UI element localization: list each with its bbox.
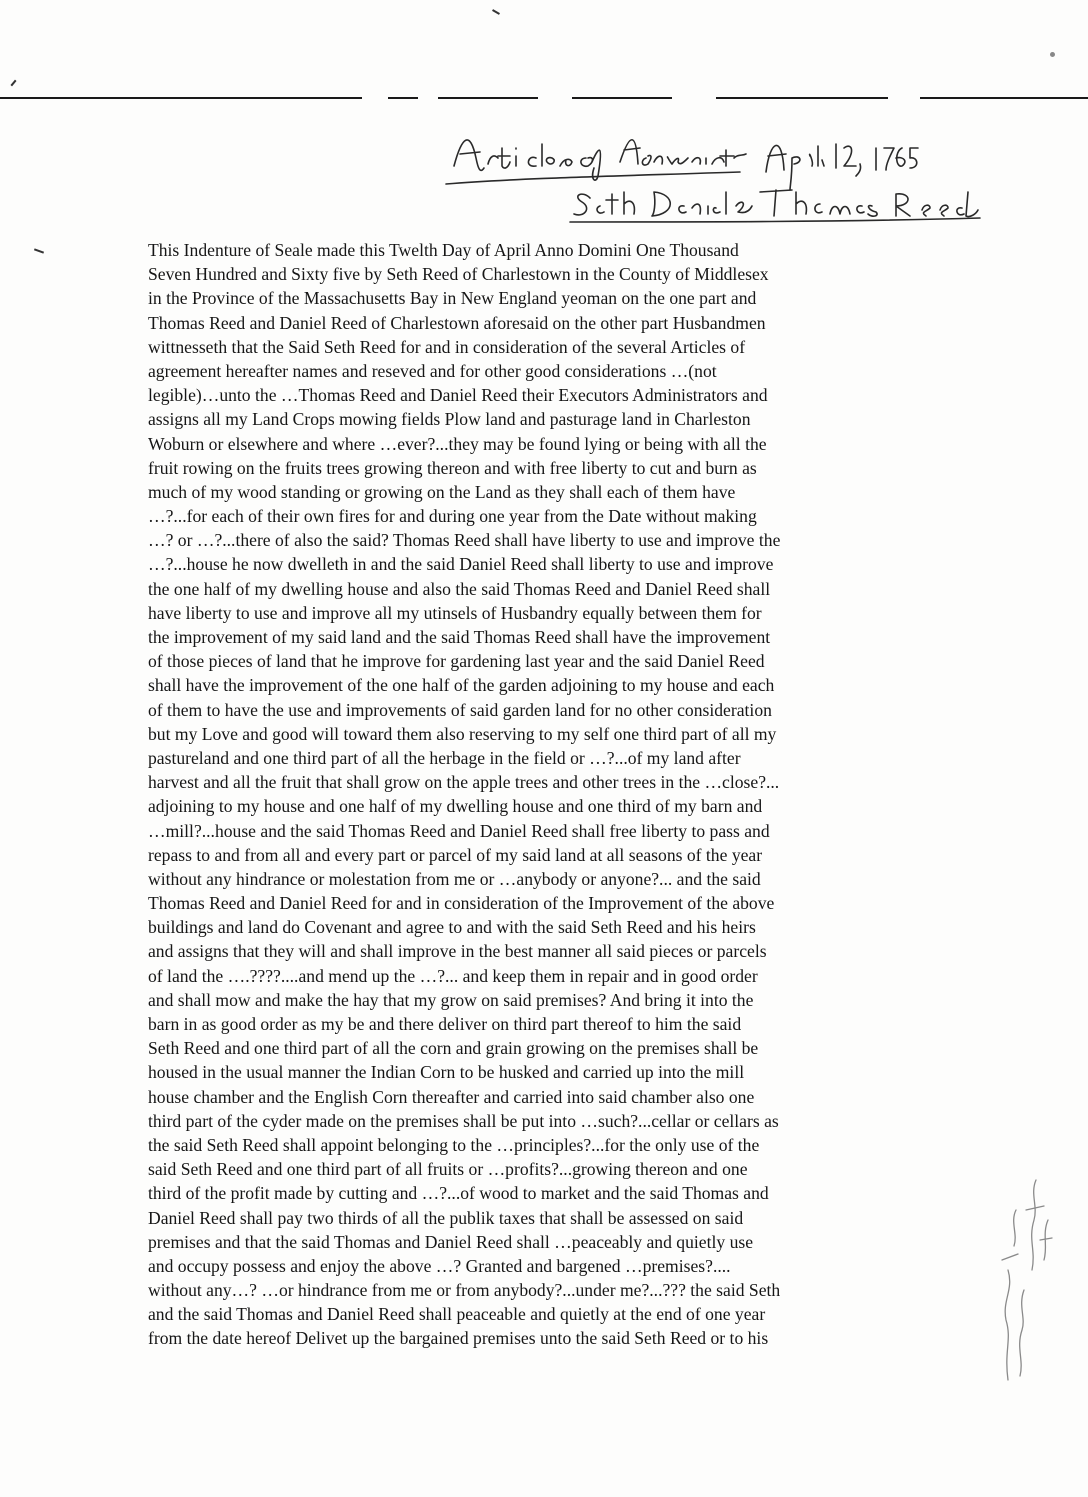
text-line: and occupy possess and enjoy the above …? Granted and bargened …premises?.... [148,1255,731,1276]
text-line: in the Province of the Massachusetts Bay in New England yeoman on the one part and [148,288,757,309]
text-line: …?...for each of their own fires for and during one year from the Date without making [148,506,757,527]
scan-speck [10,80,16,87]
text-line: adjoining to my house and one half of my dwelling house and one third of my barn and [148,796,763,817]
text-line: harvest and all the fruit that shall grow on the apple trees and other trees in the …close?... [148,772,780,793]
text-line: have liberty to use and improve all my utinsels of Husbandry equally between them for [148,602,762,623]
text-line: housed in the usual manner the Indian Corn to be husked and carried up into the mill [148,1062,745,1083]
text-line: and shall mow and make the hay that my grow on said premises? And bring it into the [148,989,754,1010]
text-line: the one half of my dwelling house and also the said Thomas Reed and Daniel Reed shall [148,578,771,599]
text-line: third part of the cyder made on the premises shall be put into …such?...cellar or cellars as [148,1110,779,1131]
text-line: pastureland and one third part of all the herbage in the field or …?...of my land after [148,747,741,768]
text-line: house chamber and the English Corn thereafter and carried into said chamber also one [148,1086,755,1107]
text-line: Woburn or elsewhere and where …ever?...they may be found lying or being with all the [148,433,767,454]
text-line: much of my wood standing or growing on the Land as they shall each of them have [148,481,736,502]
text-line: Seth Reed and one third part of all the corn and grain growing on the premises shall be [148,1038,759,1059]
top-rule-segment [572,97,672,99]
document-body [148,238,928,1351]
text-line: but my Love and good will toward them also reserving to my self one third part of all my [148,723,777,744]
text-line: without any…? …or hindrance from me or from anybody?...under me?...??? the said Seth [148,1280,781,1301]
scan-speck [34,248,44,253]
text-line: assigns all my Land Crops mowing fields Plow land and pasturage land in Charleston [148,409,751,430]
top-rule-segment [920,97,1088,99]
text-line: and the said Thomas and Daniel Reed shall peaceable and quietly at the end of one year [148,1304,766,1325]
text-line: of those pieces of land that he improve for gardening last year and the said Daniel Reed [148,651,765,672]
top-rule-segment [0,97,362,99]
scan-speck [1050,52,1055,57]
text-line: Seven Hundred and Sixty five by Seth Reed of Charlestown in the County of Middlesex [148,264,769,285]
text-line: buildings and land do Covenant and agree to and with the said Seth Reed and his heirs [148,917,756,938]
text-line: of land the ….????....and mend up the …?... and keep them in repair and in good order [148,965,758,986]
top-rule-segment [438,97,538,99]
text-line: from the date hereof Delivet up the bargained premises unto the said Seth Reed or to his [148,1328,769,1349]
handwritten-heading [440,118,1000,228]
text-line: legible)…unto the …Thomas Reed and Daniel Reed their Executors Administrators and [148,385,768,406]
text-line: barn in as good order as my be and there deliver on third part thereof to him the said [148,1014,742,1034]
text-line: repass to and from all and every part or parcel of my said land at all seasons of the year [148,844,763,865]
text-line: Daniel Reed shall pay two thirds of all the publik taxes that shall be assessed on said [148,1207,744,1228]
scan-speck [492,9,500,15]
text-line: fruit rowing on the fruits trees growing thereon and with free liberty to cut and burn as [148,457,757,478]
text-line: …?...house he now dwelleth in and the said Daniel Reed shall liberty to use and improve [148,554,774,575]
text-line: third of the profit made by cutting and …?...of wood to market and the said Thomas and [148,1183,769,1204]
text-line: …? or …?...there of also the said? Thomas Reed shall have liberty to use and improve the [148,530,781,551]
text-line: wittnesseth that the Said Seth Reed for and in consideration of the several Articles of [148,336,746,357]
text-line: This Indenture of Seale made this Twelth Day of April Anno Domini One Thousand [148,240,739,260]
text-line: the improvement of my said land and the said Thomas Reed shall have the improvement [148,627,771,647]
text-line: without any hindrance or molestation from me or …anybody or anyone?... and the said [148,868,761,889]
margin-handwriting [990,1150,1060,1390]
text-line: …mill?...house and the said Thomas Reed and Daniel Reed shall free liberty to pass and [148,820,770,841]
text-line: Thomas Reed and Daniel Reed of Charlestown aforesaid on the other part Husbandmen [148,312,766,333]
text-line: agreement hereafter names and reseved and for other good considerations …(not [148,360,717,381]
text-line: the said Seth Reed shall appoint belonging to the …principles?...for the only use of the [148,1134,760,1155]
text-line: shall have the improvement of the one half of the garden adjoining to my house and each [148,675,775,696]
top-rule-segment [716,97,888,99]
text-line: and assigns that they will and shall improve in the best manner all said pieces or parcels [148,941,767,962]
text-line: premises and that the said Thomas and Daniel Reed shall …peaceably and quietly use [148,1231,754,1252]
text-line: of them to have the use and improvements of said garden land for no other consideration [148,699,772,720]
text-line: said Seth Reed and one third part of all fruits or …profits?...growing thereon and one [148,1159,748,1180]
text-line: Thomas Reed and Daniel Reed for and in consideration of the Improvement of the above [148,893,775,914]
top-rule-segment [388,97,418,99]
